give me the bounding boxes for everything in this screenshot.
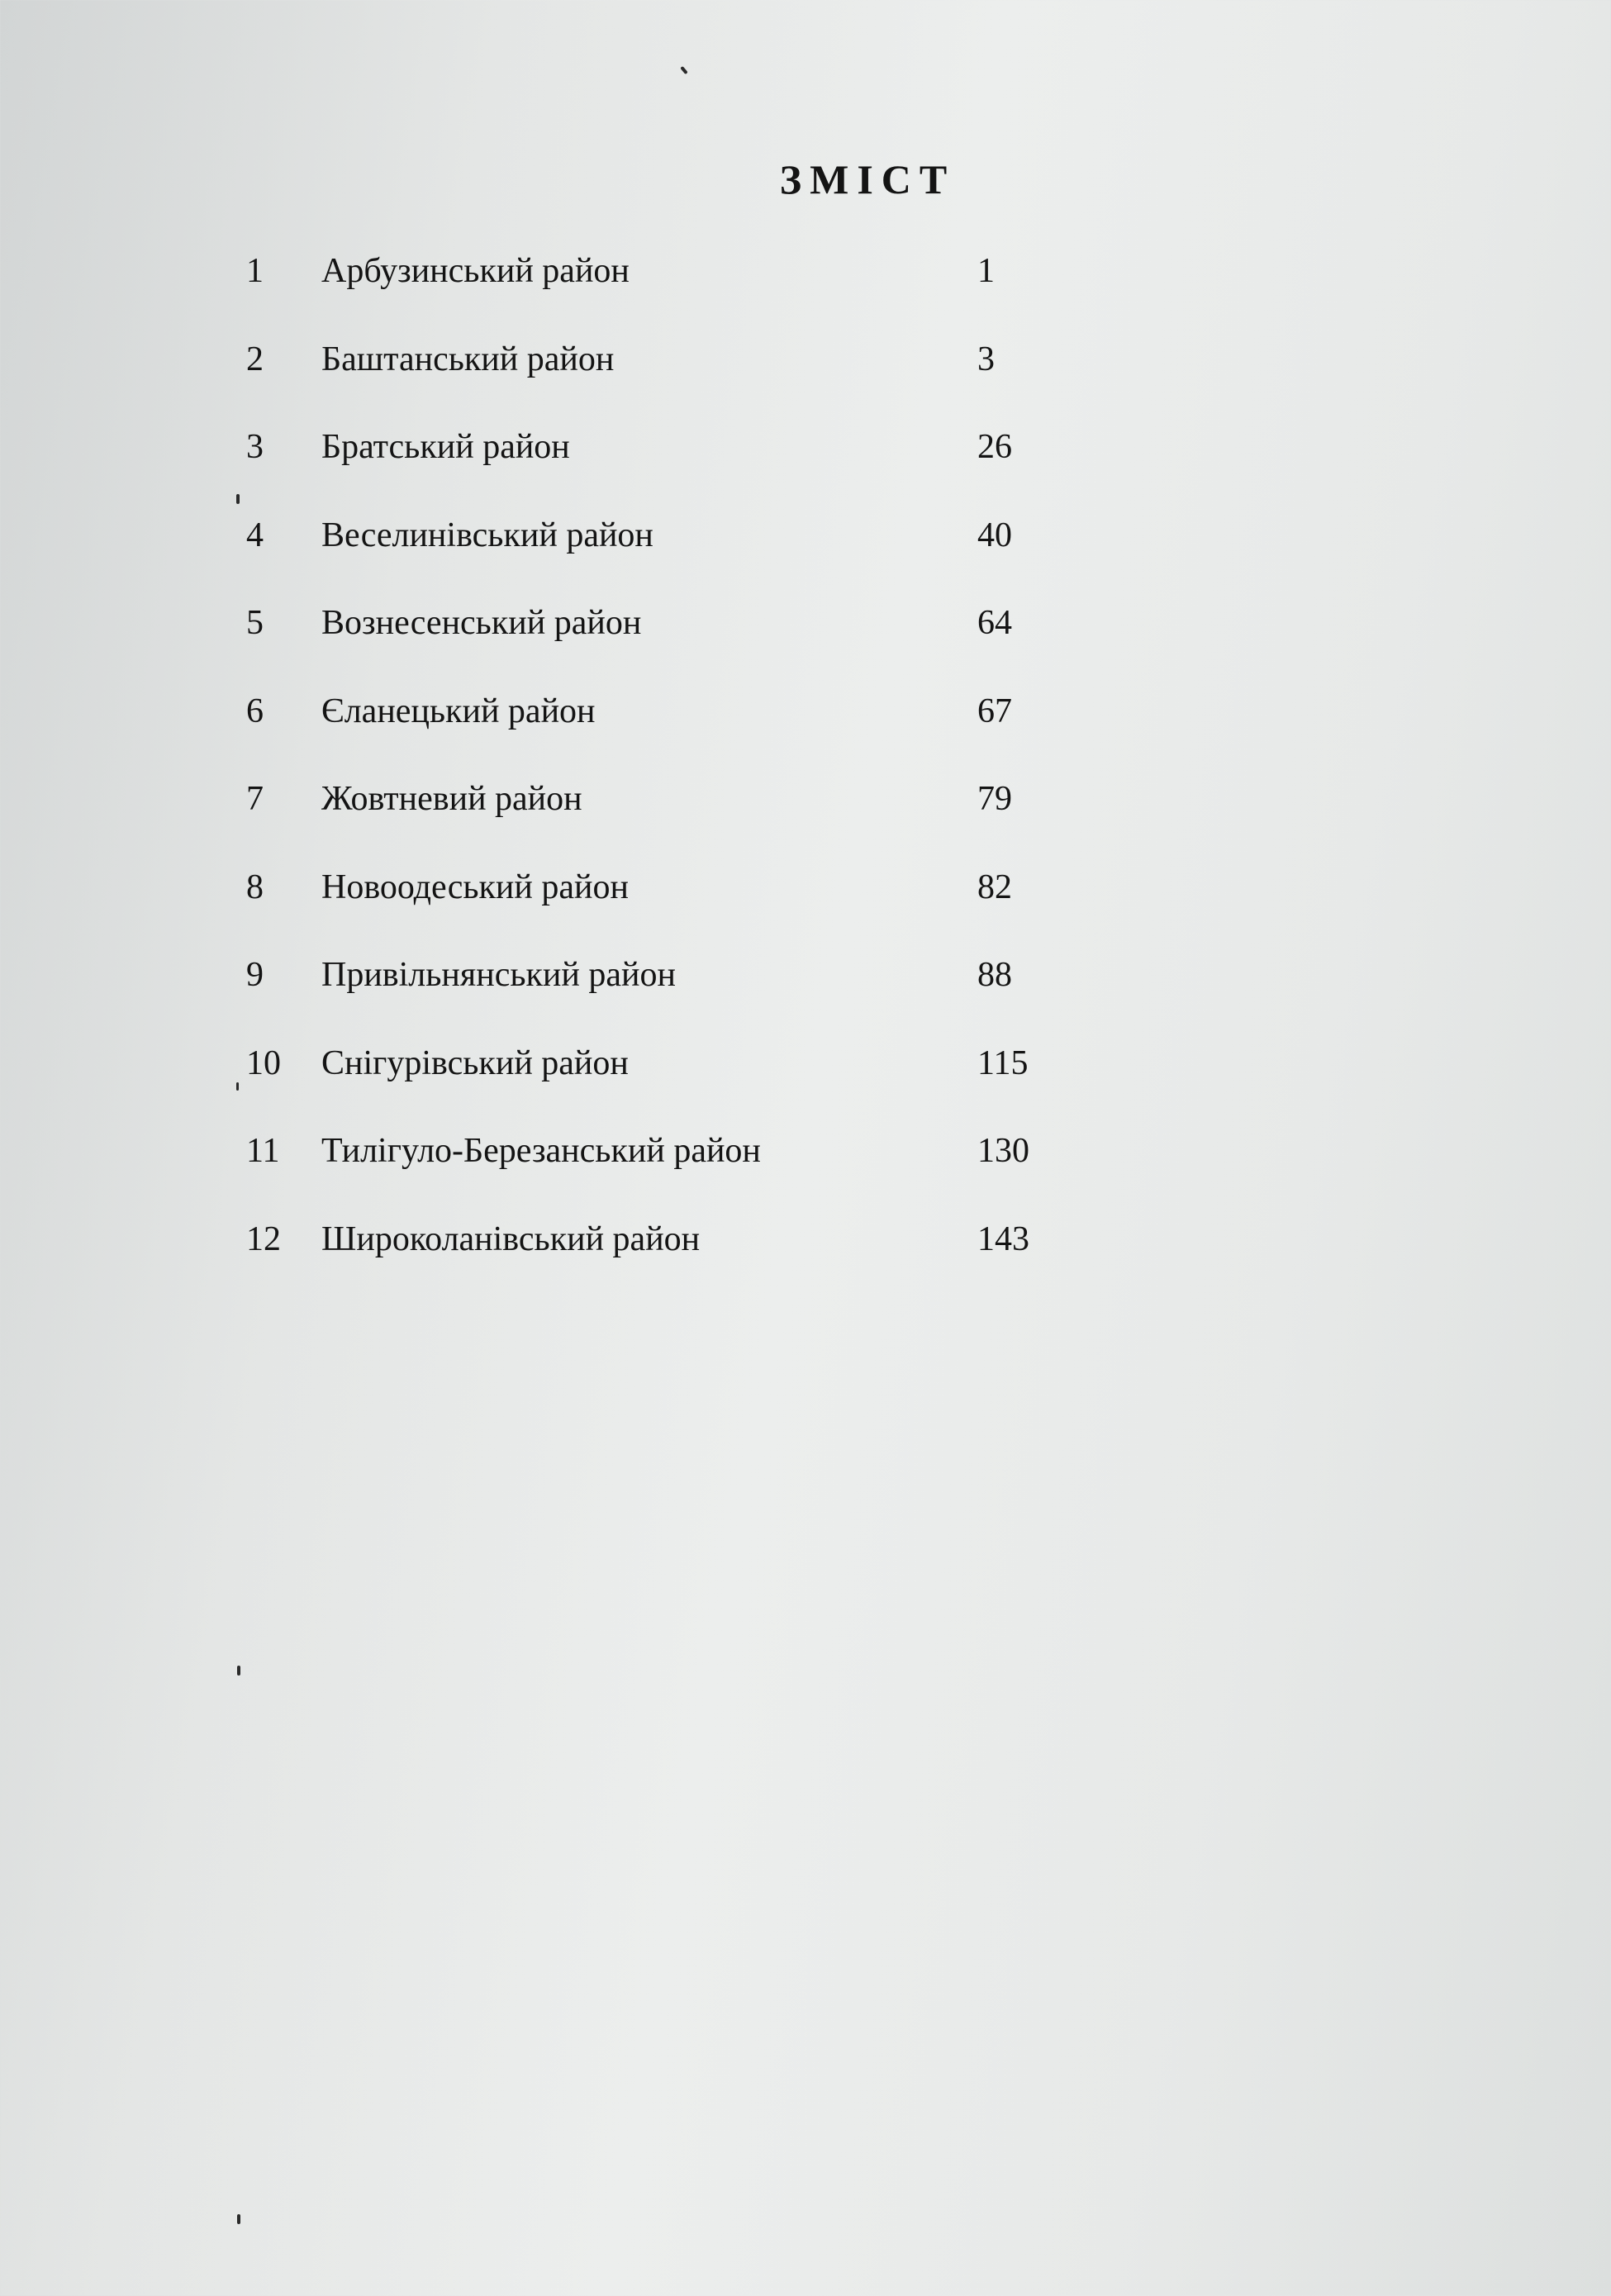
toc-entry-label: Снігурівський район [321, 1043, 629, 1082]
toc-entry-number: 8 [246, 868, 264, 906]
toc-entry-number: 4 [246, 516, 264, 554]
toc-entry-label: Баштанський район [321, 340, 615, 378]
toc-entry-number: 5 [246, 604, 264, 642]
toc-entry [0, 416, 1611, 504]
toc-entry-label: Веселинівський район [321, 516, 653, 554]
toc-entry-label: Привільнянський район [321, 956, 676, 994]
toc-entry-label: Вознесенський район [321, 604, 642, 642]
toc-entry-page: 88 [977, 956, 1012, 994]
toc-entry-number: 7 [246, 780, 264, 818]
toc-entry-number: 11 [246, 1132, 280, 1170]
toc-entry-label: Тилігуло-Березанський район [321, 1132, 761, 1170]
toc-entry-page: 82 [977, 868, 1012, 906]
toc-entry-label: Арбузинський район [321, 252, 630, 290]
table-of-contents [0, 240, 1611, 1295]
toc-entry-number: 12 [246, 1219, 281, 1258]
toc-entry [0, 944, 1611, 1032]
toc-entry-label: Єланецький район [321, 692, 596, 730]
toc-entry-page: 3 [977, 340, 995, 378]
toc-entry-page: 130 [977, 1132, 1029, 1170]
toc-entry [0, 768, 1611, 856]
toc-entry-number: 2 [246, 340, 264, 378]
toc-entry-page: 115 [977, 1043, 1029, 1082]
toc-entry-number: 1 [246, 252, 264, 290]
paper-speck [237, 2214, 240, 2224]
toc-entry-number: 6 [246, 692, 264, 730]
toc-entry-page: 64 [977, 604, 1012, 642]
toc-entry [0, 592, 1611, 680]
paper-speck [237, 1666, 240, 1676]
toc-entry-label: Широколанівський район [321, 1219, 701, 1258]
toc-entry [0, 1119, 1611, 1208]
toc-entry [0, 240, 1611, 328]
toc-entry-page: 79 [977, 780, 1012, 818]
toc-entry [0, 1208, 1611, 1296]
toc-entry [0, 856, 1611, 944]
toc-entry-number: 9 [246, 956, 264, 994]
toc-entry-label: Братський район [321, 428, 570, 466]
toc-entry-label: Новоодеський район [321, 868, 629, 906]
toc-entry-page: 67 [977, 692, 1012, 730]
toc-entry-number: 10 [246, 1043, 281, 1082]
toc-entry-page: 1 [977, 252, 995, 290]
toc-entry [0, 504, 1611, 592]
paper-speck [236, 494, 240, 504]
toc-entry-page: 143 [977, 1219, 1029, 1258]
toc-entry [0, 1032, 1611, 1120]
toc-entry [0, 680, 1611, 768]
page-title: ЗМІСТ [779, 156, 956, 202]
toc-entry [0, 328, 1611, 416]
toc-entry-page: 40 [977, 516, 1012, 554]
paper-speck [680, 66, 687, 74]
paper-speck [236, 1082, 239, 1091]
toc-entry-number: 3 [246, 428, 264, 466]
toc-entry-label: Жовтневий район [321, 780, 582, 818]
toc-entry-page: 26 [977, 428, 1012, 466]
